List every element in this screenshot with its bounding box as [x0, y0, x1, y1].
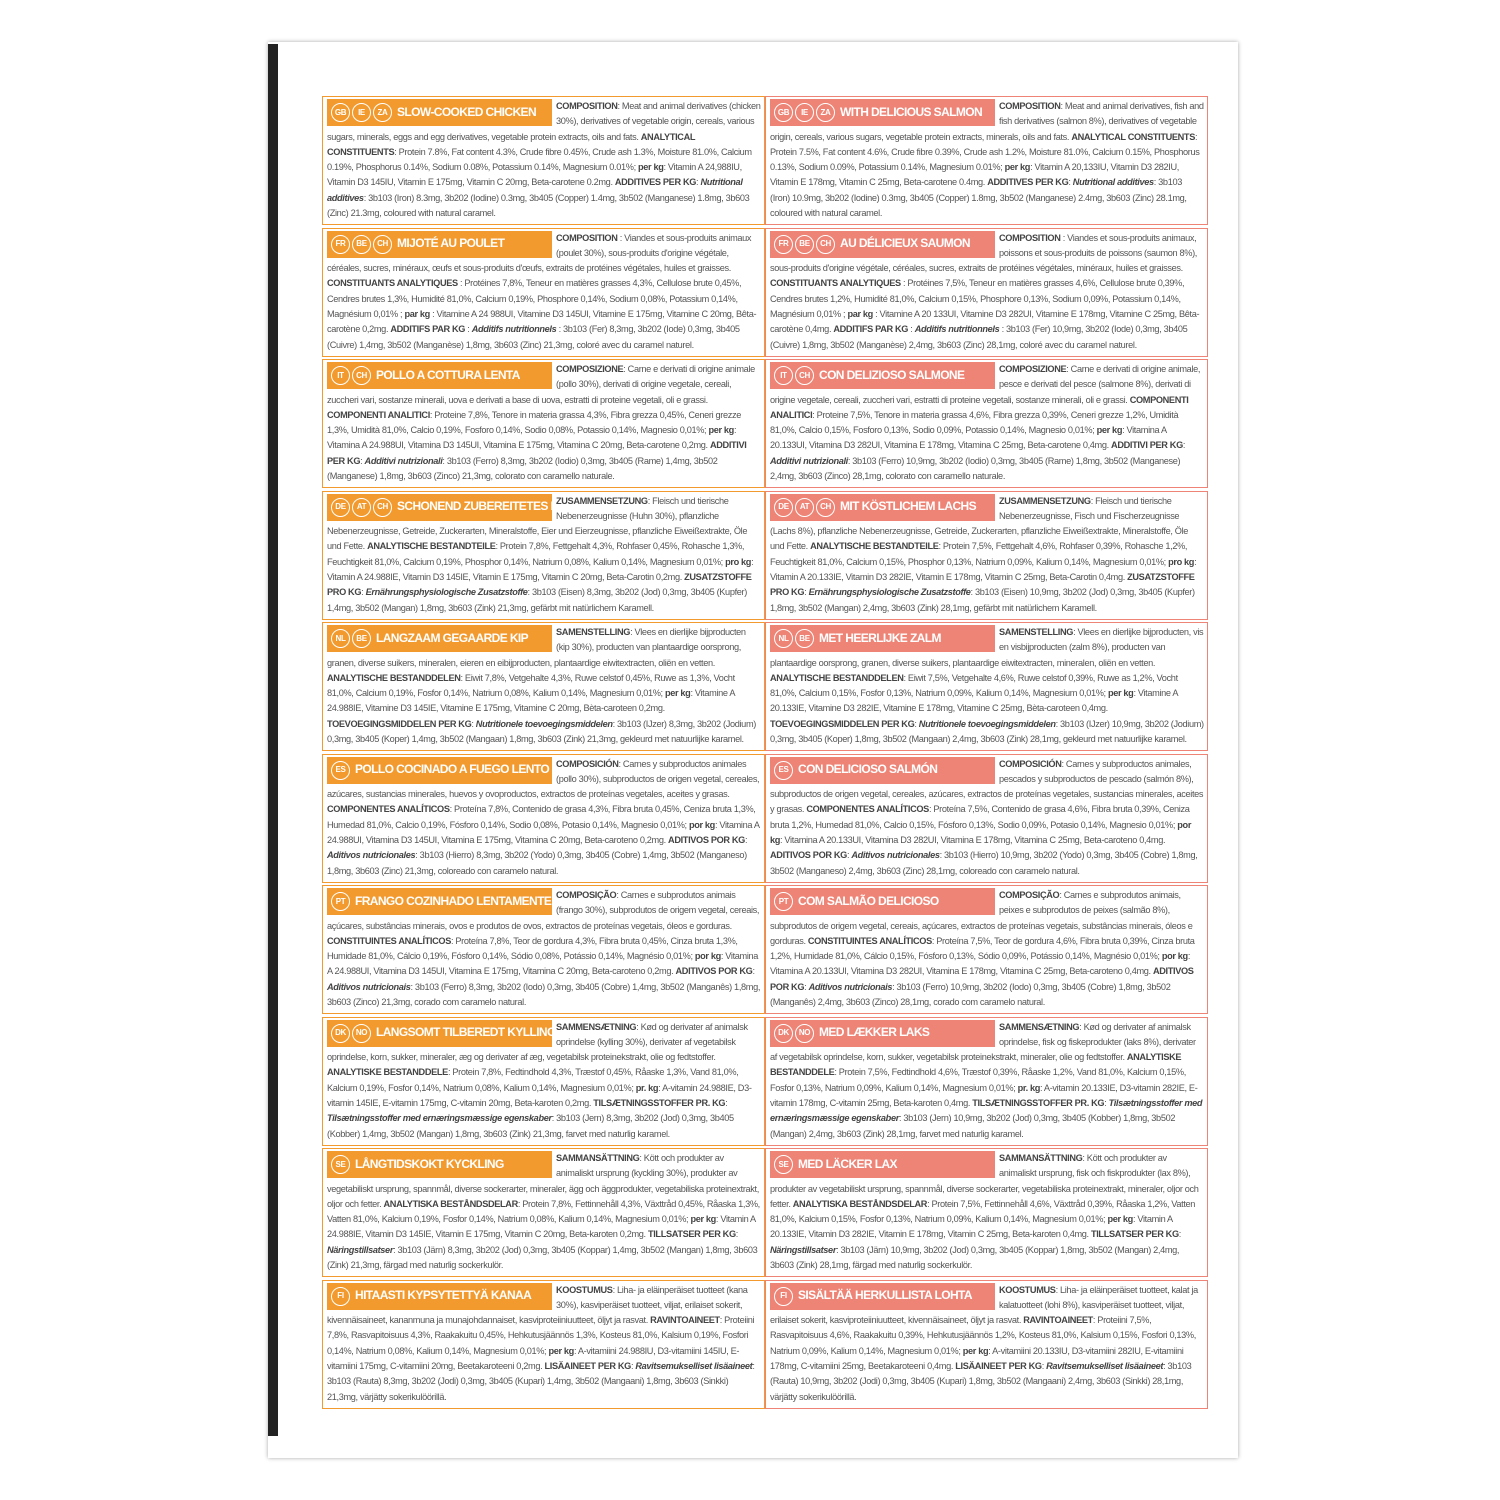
country-flag-badge: CH — [373, 235, 392, 254]
composition-text: GB IE ZA WITH DELICIOUS SALMON COMPOSITION: Meat and animal derivatives, fish and fish derivatives (salmon 8%), derivatives of vegetable origin, cereals, various sugars, vegetable protein extracts, minerals, oils and fats. ANALYTICAL CONSTITUENTS: Protein 7.5%, Fat content 4.6%, Crude fibre 0.39%, Crude ash 1.2%, Moisture 81.0%, Calcium 0.15%, Phosphorus 0.13%, Sodium 0.09%, Potassium 0.14%, Magnesium 0.01%; per kg: Vitamin A 20,133IU, Vitamin D3 282IU, Vitamin E 178mg, Vitamin C 25mg, Beta-carotene 0.4mg. ADDITIVES PER KG: Nutritional additives: 3b103 (Iron) 10.9mg, 3b202 (Iodine) 0.3mg, 3b405 (Copper) 1.8mg, 3b502 (Manganese) 2.4mg, 3b603 (Zinc) 28.1mg, coloured with natural caramel. — [770, 101, 1204, 219]
section-header — [770, 362, 995, 389]
country-flag-badge: IE — [352, 103, 371, 122]
section-header — [770, 757, 995, 784]
country-flag-badge: FI — [774, 1287, 793, 1306]
section-title: MET HEERLIJKE ZALM — [819, 630, 941, 645]
country-flag-badge: NO — [795, 1024, 814, 1043]
chicken-section-se — [322, 1148, 765, 1277]
section-title: MIJOTÉ AU POULET — [397, 236, 505, 251]
country-flag-badge: CH — [795, 366, 814, 385]
country-flag-badge: CH — [373, 498, 392, 517]
section-header — [770, 99, 995, 126]
country-flag-badge: BE — [795, 629, 814, 648]
section-header — [327, 362, 552, 389]
section-header — [327, 494, 583, 521]
section-title: SCHONEND ZUBEREITETES HUHN — [397, 499, 583, 514]
section-title: MIT KÖSTLICHEM LACHS — [840, 499, 976, 514]
composition-text: ES CON DELICIOSO SALMÓN COMPOSICIÓN: Carnes y subproductos animales, pescados y subproductos de pescado (salmón 8%), subproductos de origen vegetal, cereales, azúcares, extractos de proteínas vegetales, sustancias minerales, aceites y grasas. COMPONENTES ANALÍTICOS: Proteína 7,5%, Contenido de grasa 4,6%, Fibra bruta 0,39%, Ceniza bruta 1,2%, Humedad 81,0%, Calcio 0,15%, Fósforo 0,13%, Sodio 0,09%, Potasio 0,14%, Magnesio 0,01%; por kg: Vitamina A 20.133UI, Vitamina D3 282UI, Vitamina E 178mg, Vitamina C 25mg, Beta-caroteno 0,4mg. ADITIVOS POR KG: Aditivos nutricionales: 3b103 (Hierro) 10,9mg, 3b202 (Yodo) 0,3mg, 3b405 (Cobre) 1,8mg, 3b502 (Manganeso) 2,4mg, 3b603 (Zinc) 28,1mg, coloreado con caramelo natural. — [770, 758, 1204, 876]
section-header — [327, 1020, 556, 1047]
country-flag-badge: GB — [331, 103, 350, 122]
section-title: POLLO COCINADO A FUEGO LENTO — [355, 762, 550, 777]
section-title: SLOW-COOKED CHICKEN — [397, 104, 537, 119]
salmon-section-it-ch — [765, 359, 1208, 488]
composition-text: NL BE LANGZAAM GEGAARDE KIP SAMENSTELLING: Vlees en dierlijke bijproducten (kip 30%), producten van plantaardige oorsprong, granen, diverse suikers, mineralen, eieren en eibijproducten, plantaardige eiwitextracten, oliën en vetten. ANALYTISCHE BESTANDDELEN: Eiwit 7,8%, Vetgehalte 4,3%, Ruwe celstof 0,45%, Ruwe as 1,3%, Vocht 81,0%, Calcium 0,19%, Fosfor 0,14%, Natrium 0,08%, Kalium 0,14%, Magnesium 0,01%; per kg: Vitamine A 24.988IE, Vitamine D3 145IE, Vitamine E 175mg, Vitamine C 20mg, Bèta-caroteen 0,2mg. TOEVOEGINGSMIDDELEN PER KG: Nutritionele toevoegingsmiddelen: 3b103 (IJzer) 8,3mg, 3b202 (Jodium) 0,3mg, 3b405 (Koper) 1,4mg, 3b502 (Mangaan) 1,8mg, 3b603 (Zink) 21,3mg, gekleurd met natuurlijke karamel. — [327, 627, 756, 745]
country-flag-badge: SE — [331, 1155, 350, 1174]
composition-text: NL BE MET HEERLIJKE ZALM SAMENSTELLING: Vlees en dierlijke bijproducten, vis en visbijproducten (zalm 8%), producten van plantaardige oorsprong, granen, diverse suikers, plantaardige eiwitextracten, mineralen, oliën en vetten. ANALYTISCHE BESTANDDELEN: Eiwit 7,5%, Vetgehalte 4,6%, Ruwe celstof 0,39%, Ruwe as 1,2%, Vocht 81,0%, Calcium 0,15%, Fosfor 0,13%, Natrium 0,09%, Kalium 0,14%, Magnesium 0,01%; per kg: Vitamine A 20.133IE, Vitamine D3 282IE, Vitamine E 178mg, Vitamine C 25mg, Bèta-caroteen 0,4mg. TOEVOEGINGSMIDDELEN PER KG: Nutritionele toevoegingsmiddelen: 3b103 (IJzer) 10,9mg, 3b202 (Jodium) 0,3mg, 3b405 (Koper) 1,8mg, 3b502 (Mangaan) 2,4mg, 3b603 (Zink) 28,1mg, gekleurd met natuurlijke karamel. — [770, 627, 1204, 745]
country-flag-badge: ZA — [373, 103, 392, 122]
composition-text: FI HITAASTI KYPSYTETTYÄ KANAA KOOSTUMUS: Liha- ja eläinperäiset tuotteet (kana 30%), kasviperäiset tuotteet, viljat, erilaiset sokerit, kivennäisaineet, kananmuna ja munajohdannaiset, kasviproteiiniuutteet, öljyt ja rasvat. RAVINTOAINEET: Proteiini 7,8%, Rasvapitoisuus 4,3%, Raakakuitu 0,45%, Hehkutusjäännös 1,3%, Kosteus 81,0%, Kalsium 0,19%, Fosfori 0,14%, Natrium 0,08%, Kalium 0,14%, Magnesium 0,01%; per kg: A-vitamiini 24.988IU, D3-vitamiini 145IU, E-vitamiini 175mg, C-vitamiini 20mg, Beetakaroteeni 0,2mg. LISÄAINEET PER KG: Ravitsemukselliset lisäaineet: 3b103 (Rauta) 8,3mg, 3b202 (Jodi) 0,3mg, 3b405 (Kupari) 1,4mg, 3b502 (Mangaani) 1,8mg, 3b603 (Sinkki) 21,3mg, värjätty sokerikulöörillä. — [327, 1284, 755, 1402]
composition-text: GB IE ZA SLOW-COOKED CHICKEN COMPOSITION: Meat and animal derivatives (chicken 30%), derivatives of vegetable origin, cereals, various sugars, minerals, eggs and egg derivatives, vegetable protein extracts, oils and fats. ANALYTICAL CONSTITUENTS: Protein 7.8%, Fat content 4.3%, Crude fibre 0.45%, Crude ash 1.3%, Moisture 81.0%, Calcium 0.19%, Phosphorus 0.14%, Sodium 0.08%, Potassium 0.14%, Magnesium 0.01%; per kg: Vitamin A 24,988IU, Vitamin D3 145IU, Vitamin E 175mg, Vitamin C 20mg, Beta-carotene 0.2mg. ADDITIVES PER KG: Nutritional additives: 3b103 (Iron) 8.3mg, 3b202 (Iodine) 0.3mg, 3b405 (Copper) 1.4mg, 3b502 (Manganese) 1.8mg, 3b603 (Zinc) 21.3mg, coloured with natural caramel. — [327, 101, 761, 219]
country-flag-badge: ES — [774, 761, 793, 780]
country-flag-badge: AT — [795, 498, 814, 517]
composition-text: SE MED LÄCKER LAX SAMMANSÄTTNING: Kött och produkter av animaliskt ursprung, fisk och fiskprodukter (lax 8%), produkter av vegetabiliskt ursprung, spannmål, diverse sockerarter, vegetabiliska proteinextrakt, mineraler, oljor och fetter. ANALYTISKA BESTÅNDSDELAR: Protein 7,5%, Fettinnehåll 4,6%, Växttråd 0,39%, Råaska 1,2%, Vatten 81,0%, Kalcium 0,15%, Fosfor 0,13%, Natrium 0,09%, Kalium 0,14%, Magnesium 0,01%; per kg: Vitamin A 20.133IE, Vitamin D3 282IE, Vitamin E 178mg, Vitamin C 25mg, Beta-karoten 0,4mg. TILLSATSER PER KG: Näringstillsatser: 3b103 (Järn) 10,9mg, 3b202 (Jod) 0,3mg, 3b405 (Koppar) 1,8mg, 3b502 (Mangan) 2,4mg, 3b603 (Zink) 28,1mg, färgad med naturlig sockerkulör. — [770, 1153, 1199, 1271]
country-flag-badge: BE — [352, 629, 371, 648]
composition-text: FR BE CH AU DÉLICIEUX SAUMON COMPOSITION : Viandes et sous-produits animaux, poissons et sous-produits de poissons (saumon 8%), sous-produits d'origine végétale, céréales, sucres, extraits de protéines végétales, minéraux, huiles et graisses. CONSTITUANTS ANALYTIQUES : Protéines 7,5%, Teneur en matières grasses 4,6%, Cellulose brute 0,39%, Cendres brutes 1,2%, Humidité 81,0%, Calcium 0,15%, Phosphore 0,13%, Sodium 0,09%, Potassium 0,14%, Magnésium 0,01% ; par kg : Vitamine A 20 133UI, Vitamine D3 282UI, Vitamine E 178mg, Vitamine C 25mg, Bêta-carotène 0,4mg. ADDITIFS PAR KG : Additifs nutritionnels : 3b103 (Fer) 10,9mg, 3b202 (Iode) 0,3mg, 3b405 (Cuivre) 1,8mg, 3b502 (Manganèse) 2,4mg, 3b603 (Zinc) 28,1mg, coloré avec du caramel naturel. — [770, 232, 1200, 350]
section-title: HITAASTI KYPSYTETTYÄ KANAA — [355, 1288, 532, 1303]
section-title: CON DELIZIOSO SALMONE — [819, 367, 965, 382]
country-flag-badge: AT — [352, 498, 371, 517]
chicken-section-fr-be-ch — [322, 228, 765, 357]
country-flag-badge: DE — [774, 498, 793, 517]
country-flag-badge: BE — [352, 235, 371, 254]
section-title: FRANGO COZINHADO LENTAMENTE — [355, 893, 552, 908]
country-flag-badge: IT — [774, 366, 793, 385]
country-flag-badge: NO — [352, 1024, 371, 1043]
section-header — [327, 1283, 552, 1310]
salmon-section-gb-ie-za — [765, 96, 1208, 225]
salmon-section-pt — [765, 885, 1208, 1014]
section-header — [327, 231, 552, 258]
salmon-section-de-at-ch — [765, 491, 1208, 620]
country-flag-badge: FR — [774, 235, 793, 254]
composition-text: DE AT CH MIT KÖSTLICHEM LACHS ZUSAMMENSETZUNG: Fleisch und tierische Nebenerzeugnisse, Fisch und Fischerzeugnisse (Lachs 8%), pflanzliche Nebenerzeugnisse, Getreide, Zuckerarten, pflanzliche Eiweißextrakte, Mineralstoffe, Öle und Fette. ANALYTISCHE BESTANDTEILE: Protein 7,5%, Fettgehalt 4,6%, Rohfaser 0,39%, Rohasche 1,2%, Feuchtigkeit 81,0%, Calcium 0,15%, Phosphor 0,13%, Natrium 0,09%, Kalium 0,14%, Magnesium 0,01%; pro kg: Vitamin A 20.133IE, Vitamin D3 282IE, Vitamin E 178mg, Vitamin C 25mg, Beta-Carotin 0,4mg. ZUSATZSTOFFE PRO KG: Ernährungsphysiologische Zusatzstoffe: 3b103 (Eisen) 10,9mg, 3b202 (Jod) 0,3mg, 3b405 (Kupfer) 1,8mg, 3b502 (Mangan) 2,4mg, 3b603 (Zink) 28,1mg, gefärbt mit natürlichem Karamell. — [770, 495, 1197, 613]
salmon-panel — [765, 96, 1208, 1402]
country-flag-badge: NL — [774, 629, 793, 648]
section-title: LANGSOMT TILBEREDT KYLLING — [376, 1025, 556, 1040]
section-header — [770, 1151, 995, 1178]
salmon-section-fr-be-ch — [765, 228, 1208, 357]
composition-text: PT FRANGO COZINHADO LENTAMENTE COMPOSIÇÃO: Carnes e subprodutos animais (frango 30%), subprodutos de origem vegetal, cereais, açúcares, substâncias minerais, ovos e produtos de ovos, extractos de proteínas vegetais, óleos e gorduras. CONSTITUINTES ANALÍTICOS: Proteína 7,8%, Teor de gordura 4,3%, Fibra bruta 0,45%, Cinza bruta 1,3%, Humidade 81,0%, Cálcio 0,19%, Fósforo 0,14%, Sódio 0,08%, Potássio 0,14%, Magnésio 0,01%; por kg: Vitamina A 24.988UI, Vitamina D3 145UI, Vitamina E 175mg, Vitamina C 20mg, Beta-caroteno 0,2mg. ADITIVOS POR KG: Aditivos nutricionais: 3b103 (Ferro) 8,3mg, 3b202 (Iodo) 0,3mg, 3b405 (Cobre) 1,4mg, 3b502 (Manganês) 1,8mg, 3b603 (Zinco) 21,3mg, corado com caramelo natural. — [327, 890, 761, 1008]
salmon-section-se — [765, 1148, 1208, 1277]
section-title: LÅNGTIDSKOKT KYCKLING — [355, 1156, 504, 1171]
salmon-section-nl-be — [765, 622, 1208, 751]
country-flag-badge: CH — [816, 498, 835, 517]
composition-text: DK NO LANGSOMT TILBEREDT KYLLING SAMMENSÆTNING: Kød og derivater af animalsk oprindelse (kylling 30%), derivater af vegetabilsk oprindelse, korn, sukker, mineraler, æg og derivater af æg, vegetabilsk proteinekstrakt, olie og fedtstoffer. ANALYTISKE BESTANDDELE: Protein 7,8%, Fedtindhold 4,3%, Træstof 0,45%, Råaske 1,3%, Vand 81,0%, Kalcium 0,19%, Fosfor 0,14%, Natrium 0,08%, Kalium 0,14%, Magnesium 0,01%; pr. kg: A-vitamin 24.988IE, D3-vitamin 145IE, E-vitamin 175mg, C-vitamin 20mg, Beta-karoten 0,2mg. TILSÆTNINGSSTOFFER PR. KG: Tilsætningsstoffer med ernæringsmæssige egenskaber: 3b103 (Jern) 8,3mg, 3b202 (Jod) 0,3mg, 3b405 (Kobber) 1,4mg, 3b502 (Mangan) 1,8mg, 3b603 (Zink) 21,3mg, farvet med naturlig karamel. — [327, 1021, 752, 1139]
section-title: WITH DELICIOUS SALMON — [840, 104, 983, 119]
composition-text: IT CH POLLO A COTTURA LENTA COMPOSIZIONE: Carne e derivati di origine animale (pollo 30%), derivati di origine vegetale, cereali, zuccheri vari, sostanze minerali, uova e derivati a base di uova, estratti di proteine vegetali, oli e grassi. COMPONENTI ANALITICI: Proteine 7,8%, Tenore in materia grassa 4,3%, Fibra grezza 0,45%, Ceneri grezze 1,3%, Umidità 81,0%, Calcio 0,19%, Fosforo 0,14%, Sodio 0,08%, Potassio 0,14%, Magnesio 0,01%; per kg: Vitamina A 24.988UI, Vitamina D3 145UI, Vitamina E 175mg, Vitamina C 20mg, Beta-carotene 0,2mg. ADDITIVI PER KG: Additivi nutrizionali: 3b103 (Ferro) 8,3mg, 3b202 (Iodio) 0,3mg, 3b405 (Rame) 1,4mg, 3b502 (Manganese) 1,8mg, 3b603 (Zinco) 21,3mg, colorato con caramello naturale. — [327, 364, 755, 482]
section-title: COM SALMÃO DELICIOSO — [798, 893, 939, 908]
section-header — [327, 1151, 552, 1178]
country-flag-badge: SE — [774, 1155, 793, 1174]
country-flag-badge: IT — [331, 366, 350, 385]
country-flag-badge: IE — [795, 103, 814, 122]
country-flag-badge: DE — [331, 498, 350, 517]
composition-text: DK NO MED LÆKKER LAKS SAMMENSÆTNING: Kød og derivater af animalsk oprindelse, fisk og fiskeprodukter (laks 8%), derivater af vegetabilsk oprindelse, korn, sukker, vegetabilsk proteinekstrakt, mineraler, olie og fedtstoffer. ANALYTISKE BESTANDDELE: Protein 7,5%, Fedtindhold 4,6%, Træstof 0,39%, Råaske 1,2%, Vand 81,0%, Kalcium 0,15%, Fosfor 0,13%, Natrium 0,09%, Kalium 0,14%, Magnesium 0,01%; pr. kg: A-vitamin 20.133IE, D3-vitamin 282IE, E-vitamin 178mg, C-vitamin 25mg, Beta-karoten 0,4mg. TILSÆTNINGSSTOFFER PR. KG: Tilsætningsstoffer med ernæringsmæssige egenskaber: 3b103 (Jern) 10,9mg, 3b202 (Jod) 0,3mg, 3b405 (Kobber) 1,8mg, 3b502 (Mangan) 2,4mg, 3b603 (Zink) 28,1mg, farvet med naturlig karamel. — [770, 1021, 1203, 1139]
section-header — [327, 99, 552, 126]
country-flag-badge: BE — [795, 235, 814, 254]
composition-text: FR BE CH MIJOTÉ AU POULET COMPOSITION : Viandes et sous-produits animaux (poulet 30%), sous-produits d'origine végétale, céréales, sucres, minéraux, œufs et sous-produits d'œufs, extraits de protéines végétales, huiles et graisses. CONSTITUANTS ANALYTIQUES : Protéines 7,8%, Teneur en matières grasses 4,3%, Cellulose brute 0,45%, Cendres brutes 1,3%, Humidité 81,0%, Calcium 0,19%, Phosphore 0,14%, Sodium 0,08%, Potassium 0,14%, Magnésium 0,01% ; par kg : Vitamine A 24 988UI, Vitamine D3 145UI, Vitamine E 175mg, Vitamine C 20mg, Bêta-carotène 0,2mg. ADDITIFS PAR KG : Additifs nutritionnels : 3b103 (Fer) 8,3mg, 3b202 (Iode) 0,3mg, 3b405 (Cuivre) 1,4mg, 3b502 (Manganèse) 1,8mg, 3b603 (Zinc) 21,3mg, coloré avec du caramel naturel. — [327, 232, 757, 350]
country-flag-badge: PT — [774, 892, 793, 911]
chicken-section-gb-ie-za — [322, 96, 765, 225]
section-header — [327, 888, 552, 915]
country-flag-badge: FI — [331, 1287, 350, 1306]
section-header — [327, 757, 552, 784]
composition-text: DE AT CH SCHONEND ZUBEREITETES HUHN ZUSAMMENSETZUNG: Fleisch und tierische Nebenerzeugnisse (Huhn 30%), pflanzliche Nebenerzeugnisse, Getreide, Zuckerarten, Mineralstoffe, Eier und Eierzeugnisse, pflanzliche Eiweißextrakte, Öle und Fette. ANALYTISCHE BESTANDTEILE: Protein 7,8%, Fettgehalt 4,3%, Rohfaser 0,45%, Rohasche 1,3%, Feuchtigkeit 81,0%, Calcium 0,19%, Phosphor 0,14%, Natrium 0,08%, Kalium 0,14%, Magnesium 0,01%; pro kg: Vitamin A 24.988IE, Vitamin D3 145IE, Vitamin E 175mg, Vitamin C 20mg, Beta-Carotin 0,2mg. ZUSATZSTOFFE PRO KG: Ernährungsphysiologische Zusatzstoffe: 3b103 (Eisen) 8,3mg, 3b202 (Jod) 0,3mg, 3b405 (Kupfer) 1,4mg, 3b502 (Mangan) 1,8mg, 3b603 (Zink) 21,3mg, gefärbt mit natürlichem Karamell. — [327, 495, 754, 613]
chicken-section-de-at-ch — [322, 491, 765, 620]
section-title: SISÄLTÄÄ HERKULLISTA LOHTA — [798, 1288, 972, 1303]
salmon-section-fi — [765, 1280, 1208, 1409]
section-header — [770, 494, 995, 521]
composition-text: SE LÅNGTIDSKOKT KYCKLING SAMMANSÄTTNING: Kött och produkter av animaliskt ursprung (kyckling 30%), produkter av vegetabiliskt ursprung, spannmål, diverse sockerarter, mineraler, ägg och äggprodukter, vegetabiliska proteinextrakt, oljor och fetter. ANALYTISKA BESTÅNDSDELAR: Protein 7,8%, Fettinnehåll 4,3%, Växttråd 0,45%, Råaska 1,3%, Vatten 81,0%, Kalcium 0,19%, Fosfor 0,14%, Natrium 0,08%, Kalium 0,14%, Magnesium 0,01%; per kg: Vitamin A 24.988IE, Vitamin D3 145IE, Vitamin E 175mg, Vitamin C 20mg, Beta-karoten 0,2mg. TILLSATSER PER KG: Näringstillsatser: 3b103 (Järn) 8,3mg, 3b202 (Jod) 0,3mg, 3b405 (Koppar) 1,4mg, 3b502 (Mangan) 1,8mg, 3b603 (Zink) 21,3mg, färgad med naturlig sockerkulör. — [327, 1153, 760, 1271]
country-flag-badge: DK — [774, 1024, 793, 1043]
country-flag-badge: DK — [331, 1024, 350, 1043]
composition-text: ES POLLO COCINADO A FUEGO LENTO COMPOSICIÓN: Carnes y subproductos animales (pollo 30%), subproductos de origen vegetal, cereales, azúcares, sustancias minerales, huevos y ovoproductos, extractos de proteínas vegetales, aceites y grasas. COMPONENTES ANALÍTICOS: Proteína 7,8%, Contenido de grasa 4,3%, Fibra bruta 0,45%, Ceniza bruta 1,3%, Humedad 81,0%, Calcio 0,19%, Fósforo 0,14%, Sodio 0,08%, Potasio 0,14%, Magnesio 0,01%; por kg: Vitamina A 24.988UI, Vitamina D3 145UI, Vitamina E 175mg, Vitamina C 20mg, Beta-caroteno 0,2mg. ADITIVOS POR KG: Aditivos nutricionales: 3b103 (Hierro) 8,3mg, 3b202 (Yodo) 0,3mg, 3b405 (Cobre) 1,4mg, 3b502 (Manganeso) 1,8mg, 3b603 (Zinc) 21,3mg, coloreado con caramelo natural. — [327, 758, 760, 876]
section-header — [327, 625, 552, 652]
section-title: AU DÉLICIEUX SAUMON — [840, 236, 970, 251]
section-header — [770, 231, 995, 258]
country-flag-badge: NL — [331, 629, 350, 648]
section-header — [770, 1020, 995, 1047]
chicken-panel — [322, 96, 765, 1402]
chicken-section-es — [322, 754, 765, 883]
section-title: CON DELICIOSO SALMÓN — [798, 762, 938, 777]
section-title: MED LÆKKER LAKS — [819, 1025, 930, 1040]
country-flag-badge: FR — [331, 235, 350, 254]
section-title: POLLO A COTTURA LENTA — [376, 367, 520, 382]
chicken-section-nl-be — [322, 622, 765, 751]
composition-text: PT COM SALMÃO DELICIOSO COMPOSIÇÃO: Carnes e subprodutos animais, peixes e subprodutos de peixes (salmão 8%), subprodutos de origem vegetal, cereais, açúcares, extractos de proteínas vegetais, substâncias minerais, óleos e gorduras. CONSTITUINTES ANALÍTICOS: Proteína 7,5%, Teor de gordura 4,6%, Fibra bruta 0,39%, Cinza bruta 1,2%, Humidade 81,0%, Cálcio 0,15%, Fósforo 0,13%, Sódio 0,09%, Potássio 0,14%, Magnésio 0,01%; por kg: Vitamina A 20.133UI, Vitamina D3 282UI, Vitamina E 178mg, Vitamina C 25mg, Beta-caroteno 0,4mg. ADITIVOS POR KG: Aditivos nutricionais: 3b103 (Ferro) 10,9mg, 3b202 (Iodo) 0,3mg, 3b405 (Cobre) 1,8mg, 3b502 (Manganês) 2,4mg, 3b603 (Zinco) 28,1mg, corado com caramelo natural. — [770, 890, 1195, 1008]
country-flag-badge: ZA — [816, 103, 835, 122]
section-header — [770, 1283, 995, 1310]
chicken-section-pt — [322, 885, 765, 1014]
salmon-section-dk-no — [765, 1017, 1208, 1146]
composition-text: FI SISÄLTÄÄ HERKULLISTA LOHTA KOOSTUMUS: Liha- ja eläinperäiset tuotteet, kalat ja kalatuotteet (lohi 8%), kasviperäiset tuotteet, viljat, erilaiset sokerit, kasviproteiiniuutteet, kivennäisaineet, öljyt ja rasvat. RAVINTOAINEET: Proteiini 7,5%, Rasvapitoisuus 4,6%, Raakakuitu 0,39%, Hehkutusjäännös 1,2%, Kosteus 81,0%, Kalsium 0,15%, Fosfori 0,13%, Natrium 0,09%, Kalium 0,14%, Magnesium 0,01%; per kg: A-vitamiini 20.133IU, D3-vitamiini 282IU, E-vitamiini 178mg, C-vitamiini 25mg, Beetakaroteeni 0,4mg. LISÄAINEET PER KG: Ravitsemukselliset lisäaineet: 3b103 (Rauta) 10,9mg, 3b202 (Jodi) 0,3mg, 3b405 (Kupari) 1,8mg, 3b502 (Mangaani) 2,4mg, 3b603 (Sinkki) 28,1mg, värjätty sokerikulöörillä. — [770, 1284, 1198, 1402]
chicken-section-fi — [322, 1280, 765, 1409]
country-flag-badge: CH — [816, 235, 835, 254]
country-flag-badge: ES — [331, 761, 350, 780]
salmon-section-es — [765, 754, 1208, 883]
package-edge — [268, 44, 278, 1436]
chicken-section-dk-no — [322, 1017, 765, 1146]
section-title: LANGZAAM GEGAARDE KIP — [376, 630, 529, 645]
section-header — [770, 625, 995, 652]
chicken-section-it-ch — [322, 359, 765, 488]
section-title: MED LÄCKER LAX — [798, 1156, 897, 1171]
country-flag-badge: PT — [331, 892, 350, 911]
section-header — [770, 888, 995, 915]
country-flag-badge: CH — [352, 366, 371, 385]
composition-text: IT CH CON DELIZIOSO SALMONE COMPOSIZIONE: Carne e derivati di origine animale, pesce e derivati del pesce (salmone 8%), derivati di origine vegetale, cereali, zuccheri vari, estratti di proteine vegetali, sostanze minerali, oli e grassi. COMPONENTI ANALITICI: Proteine 7,5%, Tenore in materia grassa 4,6%, Fibra grezza 0,39%, Ceneri grezze 1,2%, Umidità 81,0%, Calcio 0,15%, Fosforo 0,13%, Sodio 0,09%, Potassio 0,14%, Magnesio 0,01%; per kg: Vitamina A 20.133UI, Vitamina D3 282UI, Vitamina E 178mg, Vitamina C 25mg, Beta-carotene 0,4mg. ADDITIVI PER KG: Additivi nutrizionali: 3b103 (Ferro) 10,9mg, 3b202 (Iodio) 0,3mg, 3b405 (Rame) 1,8mg, 3b502 (Manganese) 2,4mg, 3b603 (Zinco) 28,1mg, colorato con caramello naturale. — [770, 364, 1201, 482]
country-flag-badge: GB — [774, 103, 793, 122]
